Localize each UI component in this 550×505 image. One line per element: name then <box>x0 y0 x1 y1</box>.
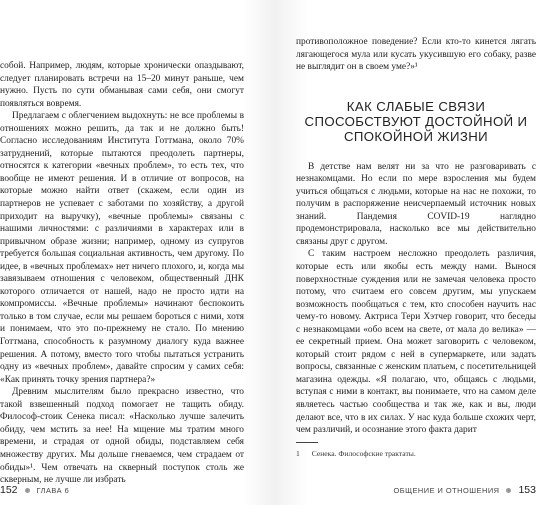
paragraph: Предлагаем с облегчением выдохнуть: не все проблемы в отношениях можно решить, да так и не должно быть! Согласно исследованиям Института Готтмана, около 70% затруднений, которые пытаются преодолеть партнеры, относятся к категории «вечных проблем», то есть тех, что вообще не имеют решения. И в отличие от вопросов, на которые можно найти ответ (скажем, если один из партнеров не успевает с заботами по хозяйству, а другой приходит на выручку), «вечные проблемы» связаны с нашими личностями: с различиями в характерах или в привычном образе жизни; например, одному из супругов требуется большая социальная активность, чем другому. По идее, в «вечных проблемах» нет ничего плохого, и, когда мы завязываем отношения с человеком, общественный ДНК которого отличается от нашей, надо не просто идти на компромиссы. «Вечные проблемы» начинают беспокоить только в том случае, если мы решаем бороться с ними, хотя и понимаем, что это по-прежнему не стало. По мнению Готтмана, способность к разумному диалогу куда важнее решения. А потому, вместо того чтобы пытаться устранить одну из «вечных проблем», давайте спросим у самих себя: «Как принять точку зрения партнера?» <box>0 111 244 385</box>
section-heading: КАК СЛАБЫЕ СВЯЗИ СПОСОБСТВУЮТ ДОСТОЙНОЙ И СПОКОЙНОЙ ЖИЗНИ <box>304 98 528 144</box>
footnote-text: Сенека. Философские трактаты. <box>311 449 416 458</box>
left-folio <box>0 484 69 496</box>
footnote <box>296 449 416 458</box>
paragraph: В детстве нам велят ни за что не разговаривать с незнакомцами. Но если по мере взросления мы будем учиться общаться с людьми, которые на нас не похожи, то получим в распоряжение неисчерпаемый источник новых знаний. Пандемия COVID-19 наглядно продемонстрировала, насколько все мы действительно связаны друг с другом. <box>296 161 536 247</box>
right-page <box>275 0 550 505</box>
footnote-number: 1 <box>296 449 300 458</box>
page-number: 152 <box>0 484 18 496</box>
paragraph: собой. Например, людям, которые хронически опаздывают, следует планировать встречи на 15–20 минут раньше, чем нужно. Пусть по сути обманывая сами себя, они смогут появляться вовремя. <box>0 61 244 109</box>
running-head: ГЛАВА 6 <box>36 485 70 495</box>
right-folio <box>393 484 536 496</box>
paragraph: Древним мыслителям было прекрасно известно, что такой взвешенный подход помогает не тащить обиду. Философ-стоик Сенека писал: «Насколько лучше залечить обиду, чем мстить за нее! На мщение мы тратим много времени, и страдая от одной обиды, подставляем себя множеству других. Мы дольше гневаемся, чем страдаем от обиды»¹. Чем отвечать на скверный поступок столь же скверным, не лучше ли избрать <box>0 387 244 486</box>
right-body-text <box>296 36 536 437</box>
folio-dot-icon <box>25 488 30 493</box>
left-body-text <box>0 60 244 487</box>
footnote-rule <box>296 442 318 443</box>
page-number: 153 <box>518 484 536 496</box>
paragraph: противоположное поведение? Если кто-то кинется лягать лягающегося мула или кусать укусившую его собаку, разве не выглядит он в своем уме?»¹ <box>296 37 536 73</box>
running-head: ОБЩЕНИЕ И ОТНОШЕНИЯ <box>393 485 500 495</box>
folio-dot-icon <box>506 488 511 493</box>
paragraph: С таким настроем несложно преодолеть различия, которые есть или якобы есть между нами. Вынося поверхностные суждения или не замечая человека просто потому, что считаем его совсем другим, мы упускаем возможность пообщаться с тем, кто способен научить нас чему-то новому. Актриса Тери Хэтчер говорит, что беседы с незнакомцами «обо всем на свете, от мала до велика» — ее секретный прием. Она может заговорить с человеком, который стоит рядом с ней в супермаркете, или задать вопросы, связанные с женским платьем, с посетительницей магазина одежды. «Я полагаю, что, общаясь с людьми, вступая с ними в контакт, вы понимаете, что на самом деле являетесь частью сообщества и так же, как и вы, люди делают все, что в их силах. У нас куда больше схожих черт, чем различий, и осознание этого факта дарит <box>296 249 536 436</box>
